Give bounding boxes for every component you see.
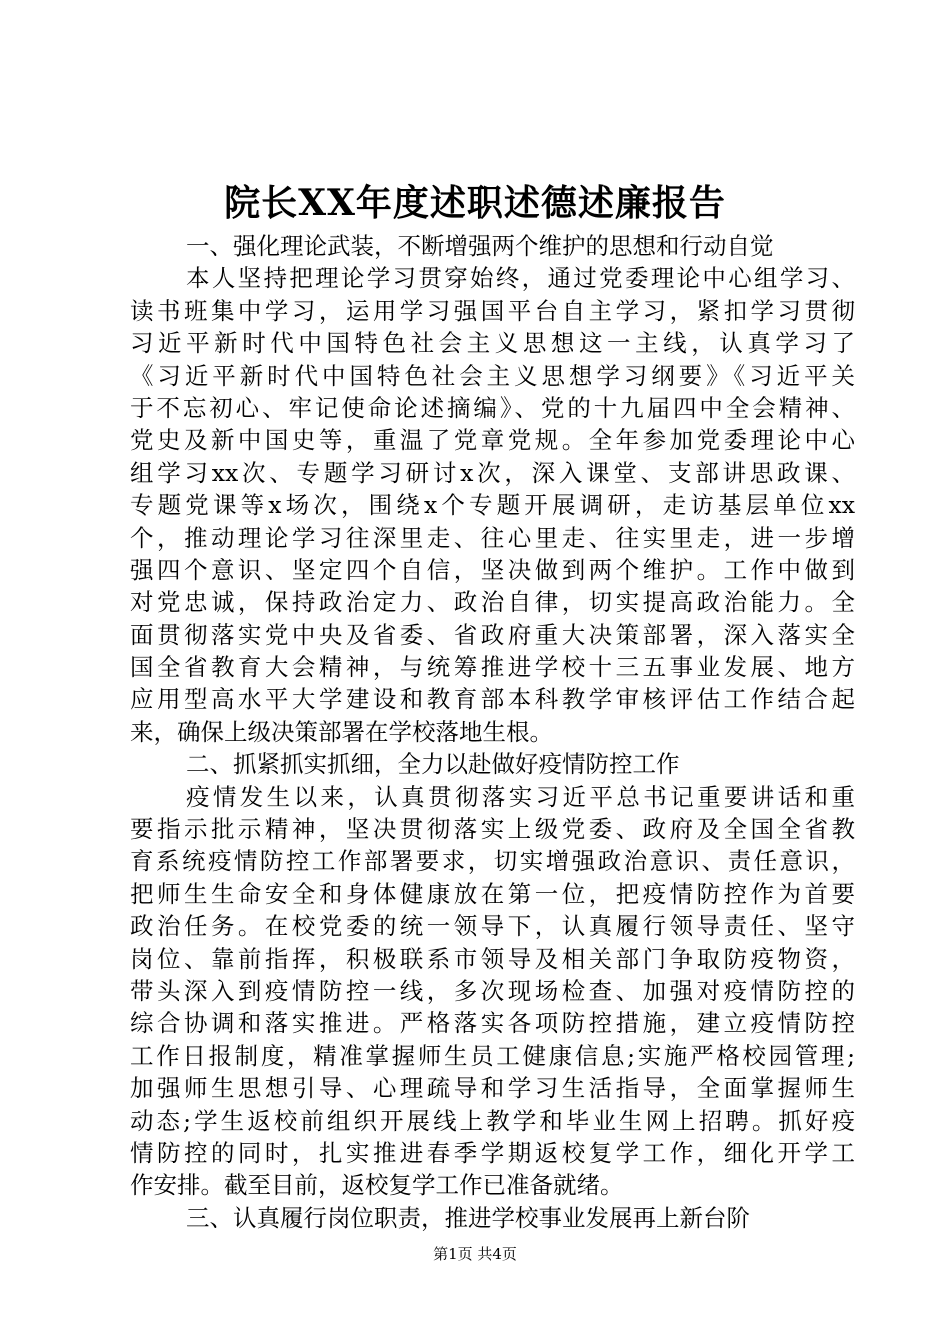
body-line: 专题党课等x场次，围绕x个专题开展调研，走访基层单位xx [130,491,855,520]
document-title: 院长XX年度述职述德述廉报告 [224,182,726,224]
page-footer: 第1页 共4页 [433,1245,517,1263]
body-line: 组学习xx次、专题学习研讨x次，深入课堂、支部讲思政课、 [130,458,855,487]
body-line: 应用型高水平大学建设和教育部本科教学审核评估工作结合起 [130,685,855,714]
body-line: 党史及新中国史等，重温了党章党规。全年参加党委理论中心 [130,426,855,455]
body-line: 个，推动理论学习往深里走、往心里走、往实里走，进一步增 [130,523,855,552]
document-body [130,230,855,1234]
body-line: 工作日报制度，精准掌握师生员工健康信息;实施严格校园管理; [130,1041,855,1070]
body-line: 国全省教育大会精神，与统筹推进学校十三五事业发展、地方 [130,653,855,682]
body-line: 读书班集中学习，运用学习强国平台自主学习，紧扣学习贯彻 [130,296,855,325]
body-line: 综合协调和落实推进。严格落实各项防控措施，建立疫情防控 [130,1009,855,1038]
body-line: 习近平新时代中国特色社会主义思想这一主线，认真学习了 [130,329,855,358]
body-line: 面贯彻落实党中央及省委、省政府重大决策部署，深入落实全 [130,620,855,649]
body-line: 加强师生思想引导、心理疏导和学习生活指导，全面掌握师生 [130,1074,855,1103]
body-line: 来，确保上级决策部署在学校落地生根。 [130,717,553,746]
body-line: 育系统疫情防控工作部署要求，切实增强政治意识、责任意识， [130,847,855,876]
body-line: 一、强化理论武装，不断增强两个维护的思想和行动自觉 [186,232,774,260]
body-line: 政治任务。在校党委的统一领导下，认真履行领导责任、坚守 [130,912,855,941]
body-line: 强四个意识、坚定四个自信，坚决做到两个维护。工作中做到 [130,555,855,584]
body-line: 作安排。截至目前，返校复学工作已准备就绪。 [130,1171,624,1200]
body-line: 对党忠诚，保持政治定力、政治自律，切实提高政治能力。全 [130,588,855,617]
body-line: 《习近平新时代中国特色社会主义思想学习纲要》《习近平关 [130,361,855,390]
body-line: 把师生生命安全和身体健康放在第一位，把疫情防控作为首要 [130,879,855,908]
body-line: 岗位、靠前指挥，积极联系市领导及相关部门争取防疫物资， [130,944,855,973]
body-line: 要指示批示精神，坚决贯彻落实上级党委、政府及全国全省教 [130,815,855,844]
body-line: 本人坚持把理论学习贯穿始终，通过党委理论中心组学习、 [186,264,855,293]
body-line: 于不忘初心、牢记使命论述摘编》、党的十九届四中全会精神、 [130,393,855,422]
body-line: 二、抓紧抓实抓细，全力以赴做好疫情防控工作 [186,750,680,779]
body-line: 疫情发生以来，认真贯彻落实习近平总书记重要讲话和重 [186,782,855,811]
body-line: 带头深入到疫情防控一线，多次现场检查、加强对疫情防控的 [130,976,855,1005]
body-line: 三、认真履行岗位职责，推进学校事业发展再上新台阶 [186,1203,750,1232]
body-line: 情防控的同时，扎实推进春季学期返校复学工作，细化开学工 [130,1138,855,1167]
body-line: 动态;学生返校前组织开展线上教学和毕业生网上招聘。抓好疫 [130,1106,855,1135]
